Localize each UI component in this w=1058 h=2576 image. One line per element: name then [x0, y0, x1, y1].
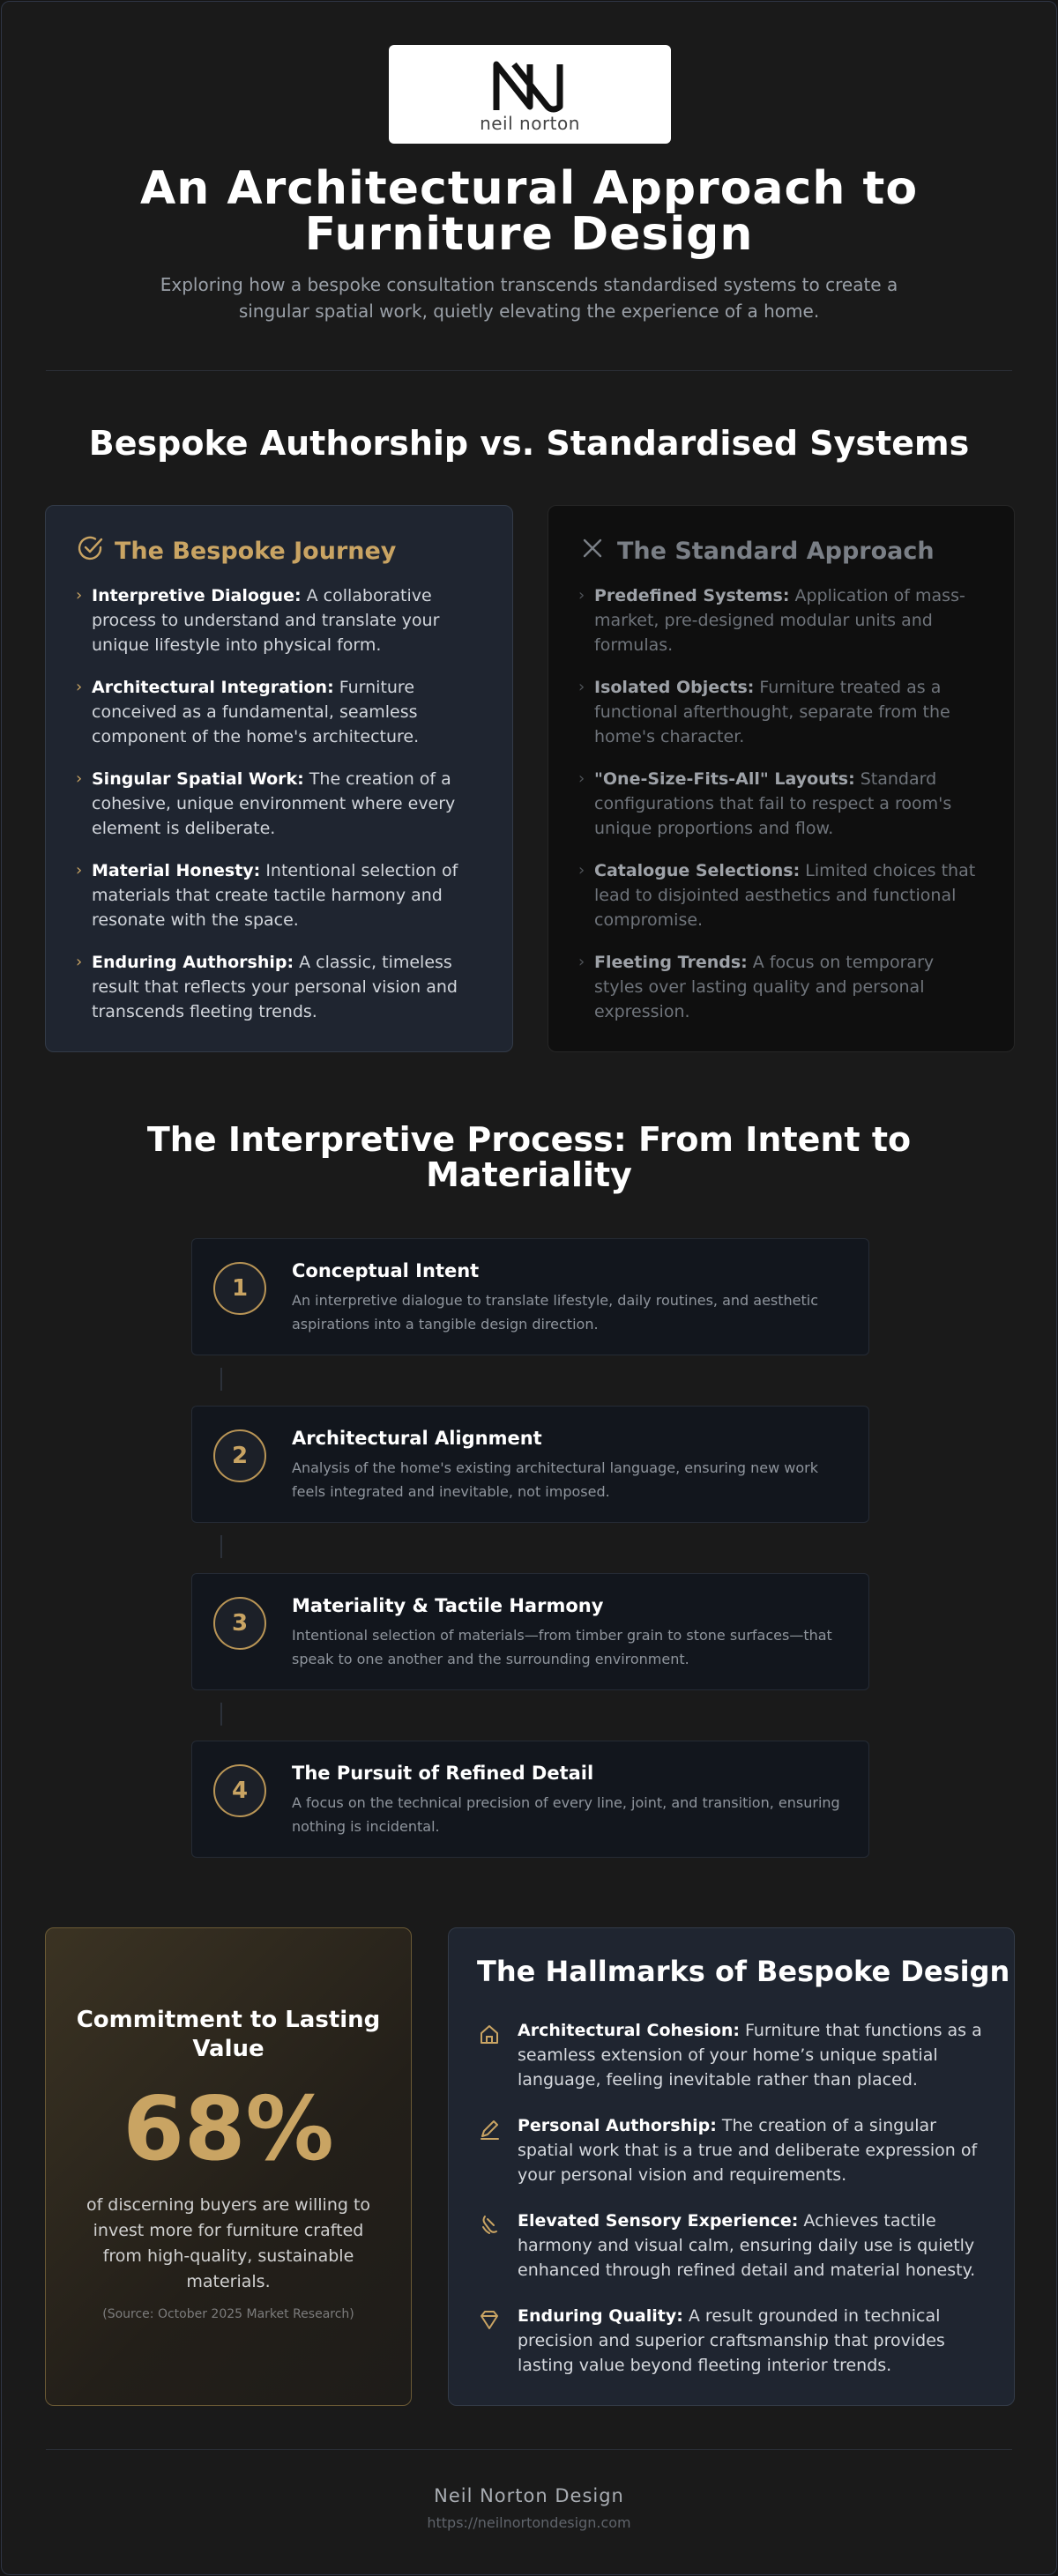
standard-item-text: A focus on temporary styles over lasting quality and personal expression.	[594, 953, 935, 1021]
hallmarks-card	[448, 1927, 1015, 2406]
footer-divider	[46, 2449, 1012, 2450]
process-step	[191, 1573, 869, 1690]
standard-card-title: The Standard Approach	[617, 538, 935, 565]
bespoke-list-item	[76, 583, 486, 657]
chevron-right-icon: ›	[76, 769, 83, 788]
standard-item-term: Fleeting Trends:	[594, 953, 748, 972]
bespoke-card-header	[76, 534, 396, 568]
standard-item-term: "One-Size-Fits-All" Layouts:	[594, 769, 855, 789]
chevron-right-icon: ›	[76, 678, 83, 696]
gem-icon	[477, 2307, 502, 2332]
footer-name: Neil Norton Design	[434, 2485, 624, 2506]
pen-icon	[477, 2117, 502, 2142]
bespoke-item-term: Material Honesty:	[92, 861, 261, 880]
comparison-heading: Bespoke Authorship vs. Standardised Systems	[88, 424, 970, 463]
step-description: A focus on the technical precision of every line, joint, and transition, ensuring nothing is incidental.	[292, 1794, 840, 1835]
hallmarks-list	[477, 2018, 982, 2399]
step-description: Intentional selection of materials—from timber grain to stone surfaces—that speak to one another and the surrounding environment.	[292, 1627, 832, 1667]
bespoke-item-text: A collaborative process to understand and translate your unique lifestyle into physical form.	[92, 586, 440, 655]
x-icon	[578, 534, 608, 568]
logo-monogram	[488, 56, 572, 117]
bespoke-item-term: Architectural Integration:	[92, 678, 334, 697]
bespoke-item-term: Interpretive Dialogue:	[92, 586, 302, 605]
chevron-right-icon: ›	[578, 769, 585, 788]
standard-item-term: Predefined Systems:	[594, 586, 790, 605]
hallmark-text: Achieves tactile harmony and visual calm, ensuring daily use is quietly enhanced through refined detail and material honesty.	[518, 2211, 976, 2280]
step-description: Analysis of the home's existing architectural language, ensuring new work feels integrated and inevitable, not imposed.	[292, 1459, 819, 1500]
step-number: 1	[213, 1262, 266, 1315]
chevron-right-icon: ›	[578, 586, 585, 605]
hallmarks-title: The Hallmarks of Bespoke Design	[477, 1955, 1010, 1988]
standard-item-text: Standard configurations that fail to respect a room's unique proportions and flow.	[594, 769, 952, 838]
standard-list-item	[578, 950, 987, 1024]
bespoke-list-item	[76, 767, 486, 841]
bespoke-card-title: The Bespoke Journey	[115, 538, 397, 565]
hallmark-text: A result grounded in technical precision and superior craftsmanship that provides lasting value beyond fleeting interior trends.	[518, 2306, 945, 2375]
divider	[46, 370, 1012, 371]
hallmark-term: Enduring Quality:	[518, 2306, 683, 2326]
logo-text: neil norton	[480, 113, 580, 134]
bespoke-list-item	[76, 950, 486, 1024]
step-connector	[220, 1535, 222, 1558]
step-number: 3	[213, 1597, 266, 1650]
standard-item-text: Limited choices that lead to disjointed aesthetics and functional compromise.	[594, 861, 976, 930]
standard-item-term: Isolated Objects:	[594, 678, 755, 697]
step-title: The Pursuit of Refined Detail	[292, 1763, 594, 1784]
standard-list-item	[578, 675, 987, 749]
standard-item-term: Catalogue Selections:	[594, 861, 801, 880]
stat-value: 68%	[123, 2077, 334, 2180]
bespoke-list	[76, 583, 486, 1042]
check-circle-icon	[76, 534, 106, 568]
bespoke-item-term: Enduring Authorship:	[92, 953, 294, 972]
standard-card-header	[578, 534, 935, 568]
hallmark-term: Elevated Sensory Experience:	[518, 2211, 799, 2231]
standard-item-text: Application of mass-market, pre-designed modular units and formulas.	[594, 586, 965, 655]
step-title: Conceptual Intent	[292, 1260, 480, 1281]
standard-list-item	[578, 767, 987, 841]
step-description: An interpretive dialogue to translate lifestyle, daily routines, and aesthetic aspirations into a tangible design direction.	[292, 1292, 819, 1333]
standard-list-item	[578, 858, 987, 932]
standard-card	[548, 505, 1015, 1052]
logo	[389, 45, 671, 144]
step-connector	[220, 1368, 222, 1391]
step-number: 2	[213, 1429, 266, 1482]
chevron-right-icon: ›	[578, 678, 585, 696]
standard-item-text: Furniture treated as a functional afterthought, separate from the home's character.	[594, 678, 950, 746]
bespoke-card	[45, 505, 513, 1052]
process-step	[191, 1741, 869, 1858]
chevron-right-icon: ›	[76, 586, 83, 605]
hallmark-term: Architectural Cohesion:	[518, 2021, 740, 2040]
step-connector	[220, 1703, 222, 1726]
bespoke-list-item	[76, 675, 486, 749]
step-number: 4	[213, 1764, 266, 1817]
chevron-right-icon: ›	[76, 953, 83, 971]
bespoke-item-text: Furniture conceived as a fundamental, seamless component of the home's architecture.	[92, 678, 420, 746]
chevron-right-icon: ›	[578, 861, 585, 880]
stat-source: (Source: October 2025 Market Research)	[102, 2307, 354, 2321]
chevron-right-icon: ›	[578, 953, 585, 971]
page-title: An Architectural Approach to Furniture Design	[139, 162, 919, 261]
hallmark-item	[477, 2304, 982, 2378]
chevron-right-icon: ›	[76, 861, 83, 880]
bespoke-item-text: A classic, timeless result that reflects your personal vision and transcends fleeting trends.	[92, 953, 458, 1021]
hallmark-item	[477, 2113, 982, 2187]
bespoke-item-term: Singular Spatial Work:	[92, 769, 304, 789]
process-step	[191, 1406, 869, 1523]
stat-heading: Commitment to Lasting Value	[76, 2007, 381, 2062]
hallmark-item	[477, 2018, 982, 2092]
step-title: Materiality & Tactile Harmony	[292, 1595, 604, 1616]
page-subtitle: Exploring how a bespoke consultation transcends standardised systems to create a singular spatial work, quietly elevating the experience of a home.	[160, 274, 898, 322]
bespoke-list-item	[76, 858, 486, 932]
home-icon	[477, 2022, 502, 2046]
infographic-page	[1, 1, 1057, 2575]
standard-list-item	[578, 583, 987, 657]
hand-icon	[477, 2212, 502, 2237]
process-step	[191, 1238, 869, 1355]
stat-description: of discerning buyers are willing to invest more for furniture crafted from high-quality, sustainable materials.	[86, 2195, 371, 2291]
process-heading: The Interpretive Process: From Intent to Materiality	[146, 1120, 912, 1194]
footer-url: https://neilnortondesign.com	[427, 2514, 631, 2531]
hallmark-text: The creation of a singular spatial work that is a true and deliberate expression of your personal vision and requirements.	[518, 2116, 978, 2185]
hallmark-item	[477, 2209, 982, 2283]
step-title: Architectural Alignment	[292, 1428, 542, 1449]
standard-list	[578, 583, 987, 1042]
bespoke-item-text: The creation of a cohesive, unique environment where every element is deliberate.	[92, 769, 456, 838]
bespoke-item-text: Intentional selection of materials that create tactile harmony and resonate with the space.	[92, 861, 458, 930]
stat-card	[45, 1927, 412, 2406]
hallmark-text: Furniture that functions as a seamless extension of your home’s unique spatial language, feeling inevitable rather than placed.	[518, 2021, 982, 2090]
hallmark-term: Personal Authorship:	[518, 2116, 717, 2135]
